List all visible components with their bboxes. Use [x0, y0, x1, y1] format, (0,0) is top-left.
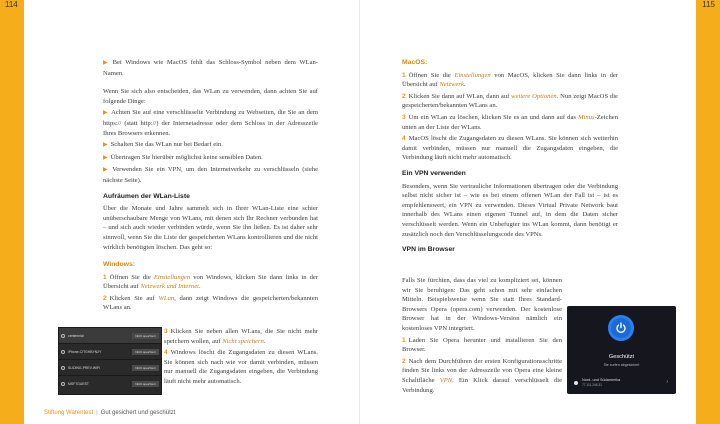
wifi-row: centennial Nicht speichern — [59, 328, 161, 344]
macos-step-3: 3 Um ein WLan zu löschen, klicken Sie es an und dann auf das Minus-Zeichen unten an der Liste der WLans. — [402, 113, 618, 131]
windows-step-4: 4 Windows löscht die Zugangsdaten zu diesen WLans. Sie können sich nach wie vor damit verbinden, müssen nur manuell die Zugangsdaten eingeben, die Verbindung läuft nicht mehr automatisch. — [164, 349, 318, 385]
windows-step-3: 3 Klicken Sie neben allen WLans, die Sie nicht mehr speichern wollen, auf Nicht speichern. — [164, 328, 318, 345]
vpn-paragraph: Besonders, wenn Sie vertrauliche Informationen übertragen oder die Verbindung selbst nicht sicher ist – wie es bei einem offenen WLan der Fall ist – ist es empfehlenswert, ein VPN zu verwenden. Dieses Virtual Private Network baut innerhalb des WLans einen eigenen Tunnel auf, in dem die Daten sicher verschlüsselt werden. Wenn ein Unbefugter ins WLan kommt, dann benötigt er zusätzlich noch den Verschlüsselungscode des VPNs. — [402, 182, 618, 238]
wifi-icon — [61, 334, 65, 338]
heading-cleanup: Aufräumen der WLan-Liste — [103, 192, 190, 200]
intro-paragraph: Wenn Sie sich also entscheiden, das WLan zu verwenden, dann achten Sie auf folgende Dinge: — [103, 88, 318, 105]
forget-button: Nicht speichern — [132, 349, 159, 355]
heading-vpn: Ein VPN verwenden — [402, 169, 466, 177]
vpn-ip: 77.111.246.31 — [582, 383, 602, 387]
forget-button: Nicht speichern — [132, 365, 159, 371]
vpn-status: Geschützt — [608, 354, 635, 360]
macos-step-2: 2 Klicken Sie dann auf WLan, dann auf weitere Optionen. Nun zeigt MacOS die gespeicherten/bekannten WLans an. — [402, 92, 618, 110]
vpn-subtitle: Sie surfen abgesichert — [603, 363, 640, 367]
arrow-bullet-icon: ▶ — [103, 60, 110, 66]
heading-macos: MacOS: — [402, 59, 428, 66]
page-footer — [44, 410, 175, 416]
globe-icon — [574, 381, 578, 385]
footer-title: Gut gesichert und geschützt — [100, 410, 176, 416]
bullet-item: ▶ Verwenden Sie ein VPN, um den Internetverkehr zu verschlüsseln (siehe nächste Seite). — [103, 166, 318, 184]
bullet-item: ▶ Schalten Sie das WLan nur bei Bedarf ein. — [103, 141, 223, 149]
arrow-bullet-icon: ▶ — [103, 110, 109, 117]
heading-vpn-browser: VPN im Browser — [402, 246, 455, 254]
right-column — [402, 58, 618, 258]
browser-paragraph: Falls Sie fürchten, dass das viel zu kompliziert sei, können wir Sie beruhigen: Das geht schon mit sehr einfachen Mitteln. Beispielsweise wenn Sie statt Ihres Standard-Browsers Opera (opera.com) verwenden. Der kostenlose Browser hat in der Windows-Version nämlich ein kostenloses VPN integriert. — [402, 277, 562, 332]
wifi-icon — [61, 366, 65, 370]
power-button — [608, 315, 634, 341]
page-gutter — [359, 0, 360, 424]
left-column — [103, 58, 318, 315]
arrow-bullet-icon: ▶ — [103, 154, 108, 161]
vpn-location: Nord- und Südamerika — [582, 378, 621, 382]
opera-vpn-screenshot — [567, 306, 676, 394]
left-column-wrap — [164, 327, 318, 389]
wifi-row: SLIDING-PREV-WIFI Nicht speichern — [59, 360, 161, 376]
page-number-right: 115 — [702, 0, 715, 9]
right-edge-bar — [696, 0, 720, 424]
cleanup-paragraph: Über die Monate und Jahre sammelt sich in Ihrer WLan-Liste eine schier unüberschaubare Menge von WLans, mit denen sich Ihr Rechner verbunden hat – und sich auch wieder verbinden würde, wenn Sie ihn ließen. Es ist daher sehr sinnvoll, wenn Sie die Liste der gespeicherten WLans kontrollieren und die nicht wirklich benötigten löschen. Das geht so: — [103, 205, 318, 251]
page-number-left: 114 — [5, 0, 18, 9]
heading-windows: Windows: — [103, 261, 136, 269]
power-icon — [615, 322, 627, 334]
arrow-bullet-icon: ▶ — [103, 167, 110, 174]
wifi-icon — [61, 350, 65, 354]
footer-separator: | — [96, 410, 98, 416]
browser-step-2: 2 Nach dem Durchführen der ersten Konfigurationsschritte finden Sie links von der Adresszeile von Opera eine kleine Schaltfläche VPN. Ein Klick darauf verschlüsselt die Verbindung. — [402, 357, 563, 394]
bullet-item: ▶ Übertragen Sie hierüber möglichst keine sensiblen Daten. — [103, 153, 263, 161]
bullet-item: ▶ Achten Sie auf eine verschlüsselte Verbindung zu Webseiten, die Sie an dem https:// (statt http://) der Internetadresse oder dem Schloss in der Adresszeile Ihres Browsers erkennen. — [103, 109, 318, 137]
bullet-paragraph: ▶ Bei Windows wie MacOS fehlt das Schloss-Symbol neben dem WLan-Namen. — [103, 59, 318, 77]
macos-step-1: 1 Öffnen Sie die Einstellungen von MacOS, klicken Sie dann links in der Übersicht auf Netzwerk. — [402, 71, 618, 89]
wifi-icon — [61, 382, 65, 386]
right-column-wrap — [402, 276, 562, 397]
vpn-location-selector — [574, 378, 670, 390]
wifi-row: MSFTGUEST Nicht speichern — [59, 376, 161, 392]
windows-step-1: 1 Öffnen Sie die Einstellungen von Windows, klicken Sie dann links in der Übersicht auf Netzwerk und Internet. — [103, 273, 319, 291]
forget-button: Nicht speichern — [132, 381, 159, 387]
wifi-list-screenshot — [58, 327, 162, 395]
windows-step-2: 2 Klicken Sie auf WLan, dann zeigt Windows die gespeicherten/bekannten WLans an. — [103, 294, 318, 312]
chevron-right-icon: › — [666, 379, 668, 385]
forget-button: Nicht speichern — [132, 333, 159, 339]
wifi-row: iPhone-CITGHBYN2Y Nicht speichern — [59, 344, 161, 360]
footer-brand: Stiftung Warentest — [44, 410, 94, 416]
left-edge-bar — [0, 0, 24, 424]
browser-step-1: 1 Laden Sie Opera herunter und installieren Sie den Browser. — [402, 336, 562, 354]
macos-step-4: 4 MacOS löscht die Zugangsdaten zu diesen WLans. Sie können sich weiterhin damit verbinden, müssen nur manuell die Zugangsdaten eingeben, die Verbindung läuft nicht mehr automatisch. — [402, 135, 618, 162]
arrow-bullet-icon: ▶ — [103, 142, 108, 149]
